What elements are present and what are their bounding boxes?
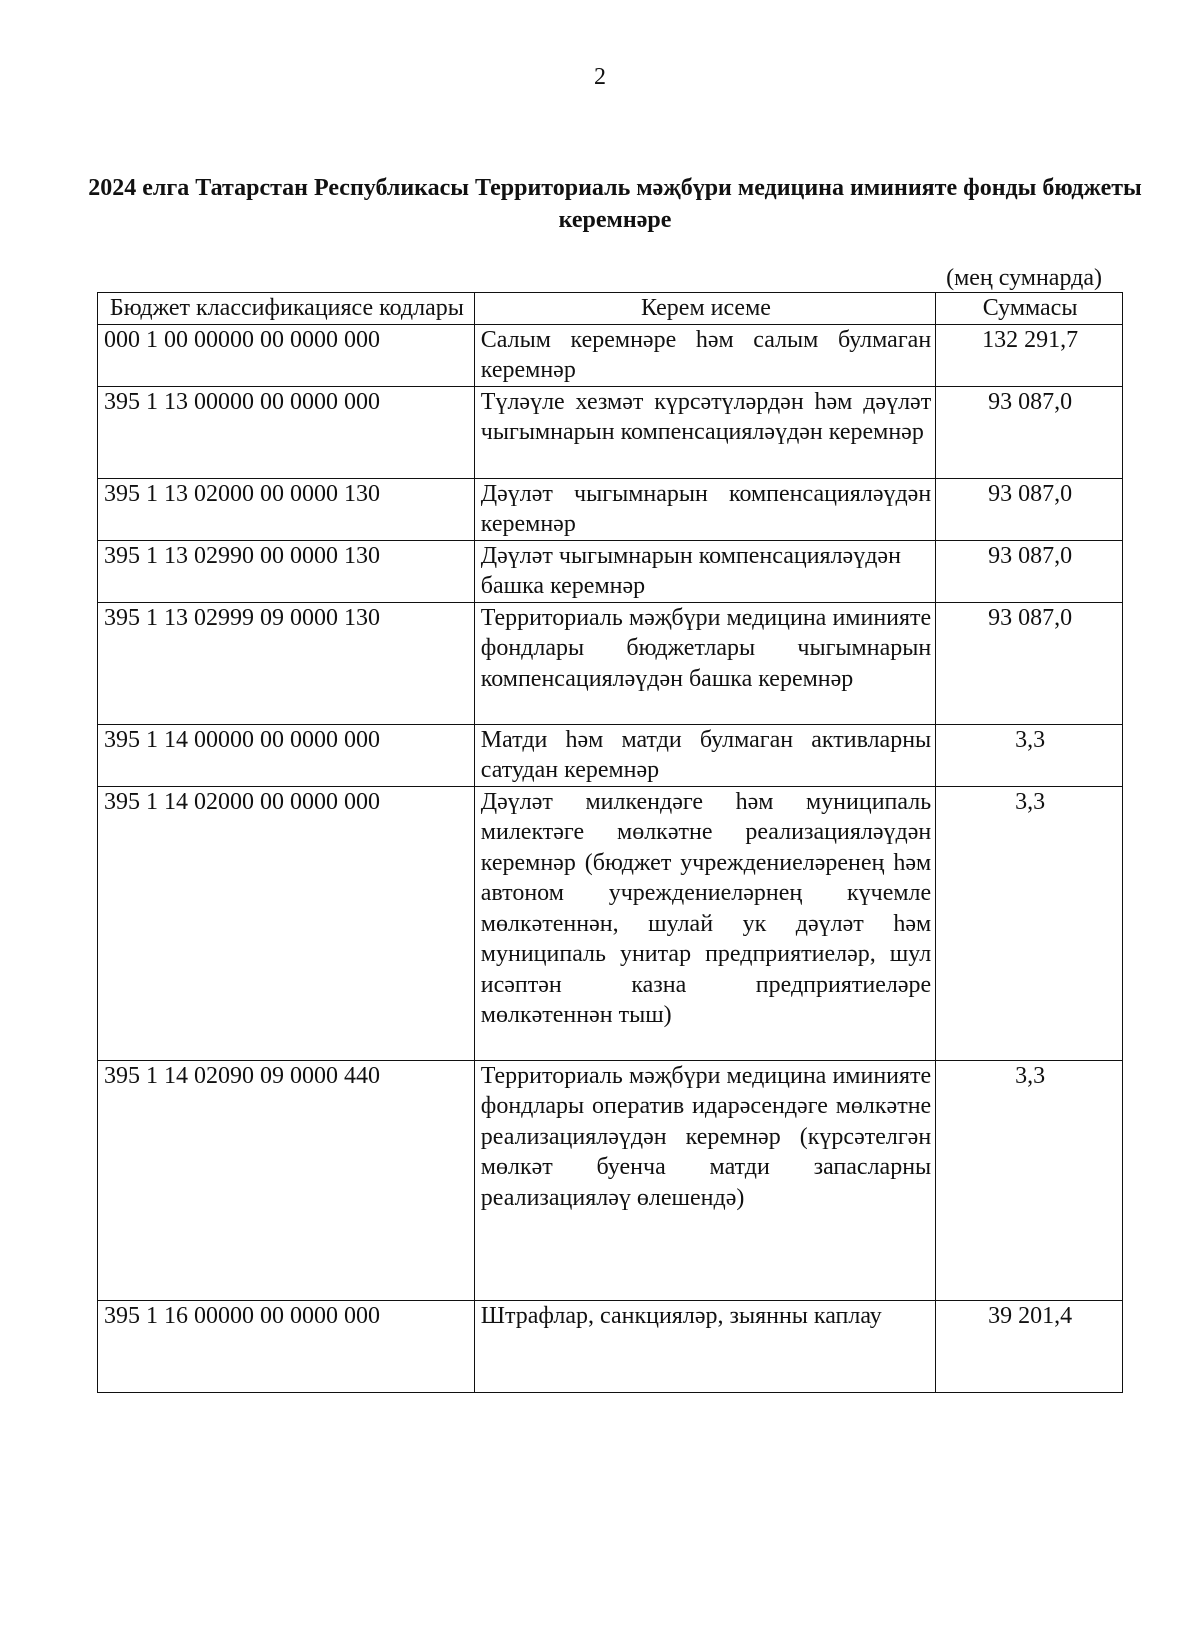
document-title: 2024 елга Татарстан Республикасы Территориаль мәҗбүри медицина иминияте фонды бюджеты керемнәре bbox=[88, 175, 1142, 233]
row-name: Территориаль мәҗбүри медицина иминияте фондлары бюджетлары чыгымнарын компенсацияләүдән башка керемнәр bbox=[474, 602, 935, 724]
revenue-table bbox=[97, 292, 1123, 1393]
row-name: Дәүләт чыгымнарын компенсацияләүдән керемнәр bbox=[474, 478, 935, 540]
row-name: Дәүләт милкендәге һәм муниципаль милектәге мөлкәтне реализацияләүдән керемнәр (бюджет учреждениеләренең һәм автоном учреждениеләрнең күчемле мөлкәтеннән, шулай ук дәүләт һәм муниципаль унитар предприятиеләр, шул исәптән казна предприятиеләре мөлкәтеннән тыш) bbox=[474, 786, 935, 1060]
row-amount: 3,3 bbox=[936, 724, 1123, 786]
row-amount: 93 087,0 bbox=[936, 386, 1123, 478]
table-row bbox=[98, 324, 1123, 386]
row-amount: 132 291,7 bbox=[936, 324, 1123, 386]
row-name: Түләүле хезмәт күрсәтүләрдән һәм дәүләт чыгымнарын компенсацияләүдән керемнәр bbox=[474, 386, 935, 478]
table-row bbox=[98, 786, 1123, 1060]
row-name: Дәүләт чыгымнарын компенсацияләүдән башка керемнәр bbox=[474, 540, 935, 602]
header-code: Бюджет классификациясе кодлары bbox=[98, 293, 475, 325]
row-amount: 3,3 bbox=[936, 1060, 1123, 1300]
row-amount: 3,3 bbox=[936, 786, 1123, 1060]
table-row bbox=[98, 1060, 1123, 1300]
row-code: 000 1 00 00000 00 0000 000 bbox=[98, 324, 475, 386]
page-number: 2 bbox=[594, 64, 606, 90]
row-code: 395 1 16 00000 00 0000 000 bbox=[98, 1300, 475, 1392]
table-header-row bbox=[98, 293, 1123, 325]
row-amount: 39 201,4 bbox=[936, 1300, 1123, 1392]
units-note: (мең сумнарда) bbox=[946, 265, 1102, 291]
row-code: 395 1 14 02090 09 0000 440 bbox=[98, 1060, 475, 1300]
row-name: Штрафлар, санкцияләр, зыянны каплау bbox=[474, 1300, 935, 1392]
row-code: 395 1 13 02000 00 0000 130 bbox=[98, 478, 475, 540]
row-name: Матди һәм матди булмаган активларны сатудан керемнәр bbox=[474, 724, 935, 786]
table-row bbox=[98, 602, 1123, 724]
row-code: 395 1 13 02990 00 0000 130 bbox=[98, 540, 475, 602]
table-row bbox=[98, 1300, 1123, 1392]
row-amount: 93 087,0 bbox=[936, 602, 1123, 724]
table-row bbox=[98, 386, 1123, 478]
row-code: 395 1 14 02000 00 0000 000 bbox=[98, 786, 475, 1060]
row-code: 395 1 13 02999 09 0000 130 bbox=[98, 602, 475, 724]
row-code: 395 1 13 00000 00 0000 000 bbox=[98, 386, 475, 478]
row-code: 395 1 14 00000 00 0000 000 bbox=[98, 724, 475, 786]
row-amount: 93 087,0 bbox=[936, 540, 1123, 602]
table-row bbox=[98, 540, 1123, 602]
row-amount: 93 087,0 bbox=[936, 478, 1123, 540]
header-amount: Суммасы bbox=[936, 293, 1123, 325]
table-row bbox=[98, 724, 1123, 786]
table-row bbox=[98, 478, 1123, 540]
row-name: Территориаль мәҗбүри медицина иминияте фондлары оператив идарәсендәге мөлкәтне реализацияләүдән керемнәр (күрсәтелгән мөлкәт буенча матди запасларны реализацияләү өлешендә) bbox=[474, 1060, 935, 1300]
header-name: Керем исеме bbox=[474, 293, 935, 325]
row-name: Салым керемнәре һәм салым булмаган керемнәр bbox=[474, 324, 935, 386]
